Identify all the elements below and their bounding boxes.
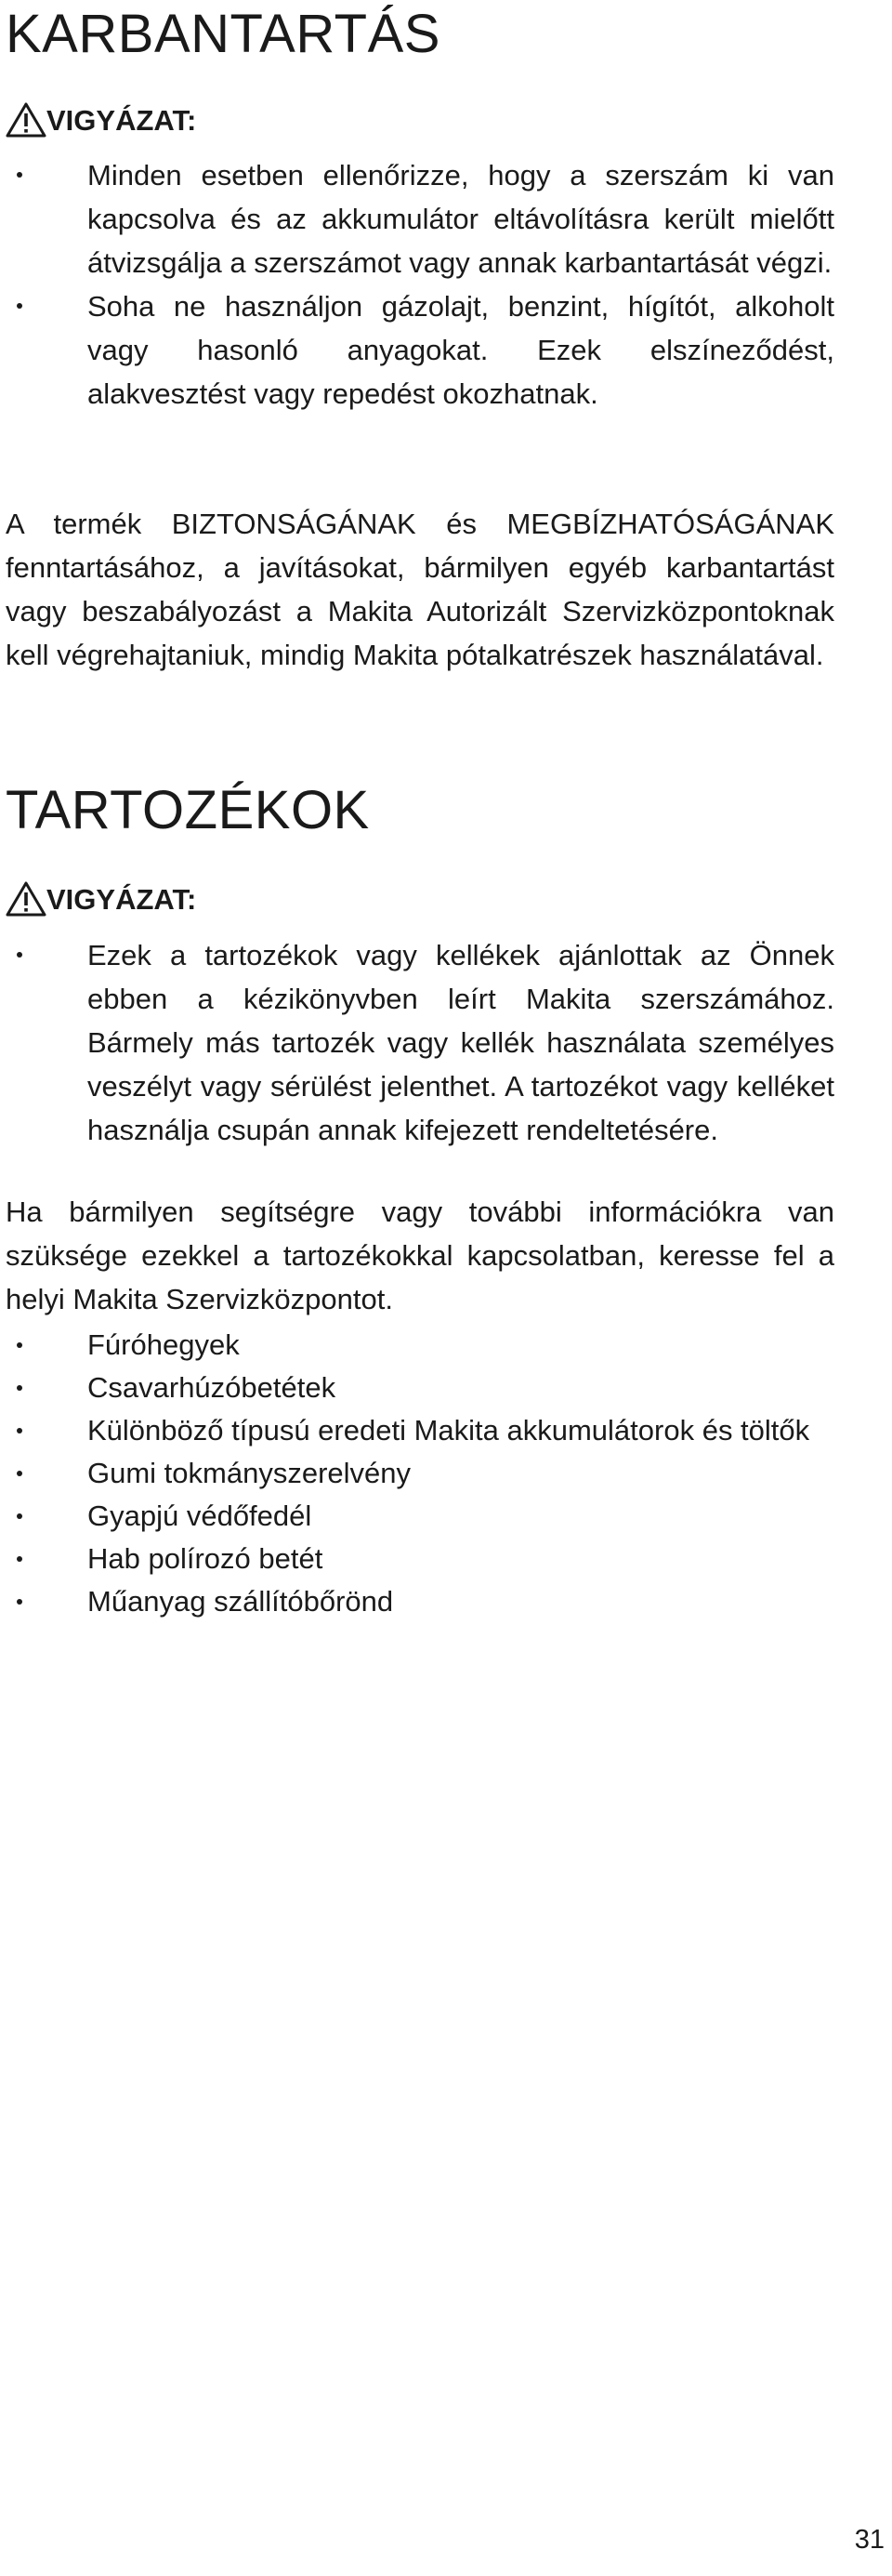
bullet-icon <box>17 303 22 309</box>
maintenance-paragraph: A termék BIZTONSÁGÁNAK és MEGBÍZHATÓSÁGÁNAK fenntartásához, a javításokat, bármilyen egyéb karbantartást vagy beszabályozást a Makita Autorizált Szervizközpontoknak kell végrehajtaniuk, mindig Makita pótalkatrészek használatával. <box>6 508 834 671</box>
bullet-icon <box>17 1428 22 1433</box>
list-item: Műanyag szállítóbőrönd <box>0 1580 834 1623</box>
list-item: Gumi tokmányszerelvény <box>0 1452 834 1495</box>
warning-triangle-icon <box>6 102 46 138</box>
maintenance-warning-label: VIGYÁZAT: <box>46 103 197 137</box>
list-item: Gyapjú védőfedél <box>0 1495 834 1538</box>
accessories-paragraph: Ha bármilyen segítségre vagy további információkra van szüksége ezekkel a tartozékokkal kapcsolatban, keresse fel a helyi Makita Szervizközpontot. <box>6 1196 834 1315</box>
warning-triangle-icon <box>6 881 46 917</box>
list-item: Hab polírozó betét <box>0 1538 834 1580</box>
bullet-icon <box>17 1342 22 1348</box>
accessories-title: TARTOZÉKOK <box>6 780 370 840</box>
accessories-warning-list <box>0 933 834 1152</box>
list-item: Fúróhegyek <box>0 1324 834 1367</box>
accessories-list <box>0 1324 834 1623</box>
bullet-icon <box>17 1599 22 1605</box>
list-item: Minden esetben ellenőrizze, hogy a szerszám ki van kapcsolva és az akkumulátor eltávolításra került mielőtt átvizsgálja a szerszámot vagy annak karbantartását végzi. <box>0 153 834 284</box>
maintenance-title: KARBANTARTÁS <box>6 4 440 64</box>
bullet-icon <box>17 172 22 178</box>
maintenance-warning-heading <box>6 102 196 138</box>
accessories-warning-label: VIGYÁZAT: <box>46 882 197 916</box>
page-number: 31 <box>854 2525 885 2555</box>
bullet-icon <box>17 1471 22 1476</box>
bullet-icon <box>17 1556 22 1562</box>
list-item: Csavarhúzóbetétek <box>0 1367 834 1409</box>
accessories-warning-heading <box>6 881 196 917</box>
bullet-icon <box>17 1385 22 1391</box>
maintenance-warning-list <box>0 153 834 416</box>
bullet-icon <box>17 952 22 958</box>
list-item: Soha ne használjon gázolajt, benzint, hígítót, alkoholt vagy hasonló anyagokat. Ezek elszíneződést, alakvesztést vagy repedést okozhatnak. <box>0 284 834 416</box>
bullet-icon <box>17 1513 22 1519</box>
list-item: Ezek a tartozékok vagy kellékek ajánlottak az Önnek ebben a kézikönyvben leírt Makita szerszámához. Bármely más tartozék vagy kellék használata személyes veszélyt vagy sérülést jelenthet. A tartozékot vagy kelléket használja csupán annak kifejezett rendeltetésére. <box>0 933 834 1152</box>
list-item: Különböző típusú eredeti Makita akkumulátorok és töltők <box>0 1409 834 1452</box>
